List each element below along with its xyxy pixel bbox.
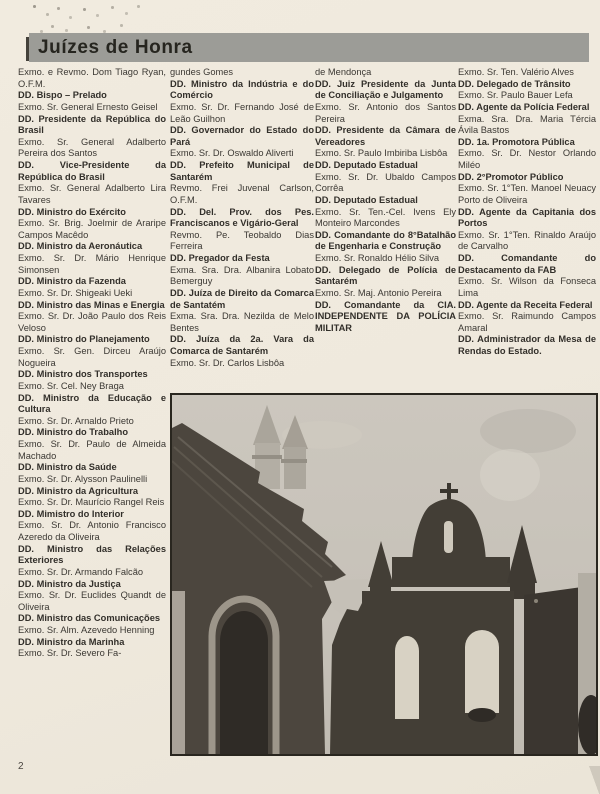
directory-column-4 bbox=[458, 67, 596, 358]
directory-entry: DD. Ministro da Justiça bbox=[18, 578, 121, 589]
directory-entry: Exmo. Sr. 1°Ten. Manoel Neuacy Porto de Oliveira bbox=[458, 183, 596, 205]
directory-entry: DD. Ministro do Planejamento bbox=[18, 334, 150, 345]
page-title: Juízes de Honra bbox=[38, 36, 193, 58]
directory-entry: Exmo. Sr. Dr. Arnaldo Prieto bbox=[18, 415, 134, 426]
directory-entry: DD. Pregador da Festa bbox=[170, 253, 270, 263]
directory-entry: DD. Ministro da Agricultura bbox=[18, 485, 139, 496]
directory-entry: Exmo. Sr. Dr. Armando Falcão bbox=[18, 566, 144, 577]
directory-entry: DD. Ministro do Trabalho bbox=[18, 427, 129, 438]
section-title-bar bbox=[29, 33, 589, 62]
directory-entry: DD. Administrador da Mesa de Rendas do Estado. bbox=[458, 334, 596, 356]
directory-column-2 bbox=[170, 67, 314, 369]
directory-entry: Exmo. Sr. Dr. Oswaldo Aliverti bbox=[170, 148, 294, 159]
arched-window-left bbox=[395, 636, 419, 719]
directory-entry: DD. 2°Promotor Público bbox=[458, 171, 564, 182]
directory-entry: Exmo. Sr. Antonio dos Santos Pereira bbox=[315, 101, 456, 124]
directory-entry: DD. Juiz Presidente da Junta de Conciliação e Julgamento bbox=[315, 78, 456, 101]
directory-entry: gundes Gomes bbox=[170, 67, 234, 77]
directory-entry: Exmo. Sr. Dr. Alysson Paulinelli bbox=[18, 473, 148, 484]
directory-entry: Exmo. Sr. Ten.-Cel. Ivens Ely Monteiro Marcondes bbox=[315, 206, 456, 229]
church-silhouette-illustration bbox=[172, 395, 596, 754]
directory-entry: Exmo. Sr. Dr. João Paulo dos Reis Veloso bbox=[18, 311, 166, 333]
directory-entry: DD. Ministro dos Transportes bbox=[18, 369, 148, 380]
directory-entry: Exmo. Sr. Ten. Valério Alves bbox=[458, 67, 574, 77]
directory-entry: Exmo. Sr. Dr. Shigeaki Ueki bbox=[18, 287, 133, 298]
directory-entry: Exmo. Sr. Dr. Ubaldo Campos Corrêa bbox=[315, 171, 456, 194]
directory-entry: DD. Juíza da 2a. Vara da Comarca de Santarém bbox=[170, 334, 314, 356]
directory-entry: DD. Comandante do Destacamento da FAB bbox=[458, 253, 596, 275]
directory-entry: Exmo. Sr. Dr. Mário Henrique Simonsen bbox=[18, 253, 166, 275]
directory-entry: Exma. Sra. Dra. Nezilda de Melo Bentes bbox=[170, 311, 314, 333]
directory-entry: Exmo. Sr. Raimundo Campos Amaral bbox=[458, 311, 596, 333]
arched-window-right bbox=[465, 630, 499, 713]
page-number: 2 bbox=[18, 761, 24, 772]
directory-entry: de Mendonça bbox=[315, 67, 372, 77]
directory-entry: Exma. Sra. Dra. Maria Tércia Ávila Bastos bbox=[458, 113, 596, 136]
directory-entry: DD. Agente da Polícia Federal bbox=[458, 101, 590, 112]
directory-entry: DD. 1a. Promotora Pública bbox=[458, 136, 575, 147]
directory-entry: DD. Comandante do 8°Batalhão de Engenharia e Construção bbox=[315, 229, 456, 252]
directory-entry: DD. Agente da Receita Federal bbox=[458, 299, 593, 310]
directory-entry: DD. Delegado de Trânsito bbox=[458, 78, 571, 89]
directory-entry: DD. Del. Prov. dos Pes. Franciscanos e Vigário-Geral bbox=[170, 206, 314, 229]
directory-entry: Exmo. Sr. Dr. Antonio Francisco Azeredo da Oliveira bbox=[18, 520, 166, 542]
directory-entry: Exmo. e Revmo. Dom Tiago Ryan, O.F.M. bbox=[18, 67, 166, 89]
cloud-dark bbox=[480, 409, 576, 453]
directory-entry: Exmo. Sr. Paulo Imbiriba Lisbôa bbox=[315, 148, 448, 159]
right-tower bbox=[524, 573, 596, 754]
directory-entry: DD. Ministro das Comunicações bbox=[18, 613, 161, 624]
directory-column-3 bbox=[315, 67, 456, 334]
directory-entry: DD. Ministro da Saúde bbox=[18, 462, 117, 473]
directory-entry: Exmo. Sr. Dr. Paulo de Almeida Machado bbox=[18, 439, 166, 461]
directory-entry: Revmo. Frei Juvenal Carlson, O.F.M. bbox=[170, 183, 314, 205]
directory-entry: Exmo. Sr. Cel. Ney Braga bbox=[18, 380, 124, 391]
page-corner-artifact bbox=[586, 766, 600, 794]
directory-entry: DD. Ministro da Fazenda bbox=[18, 276, 126, 287]
directory-entry: Exmo. Sr. Ronaldo Hélio Silva bbox=[315, 253, 440, 263]
directory-entry: DD. Ministro da Educação e Cultura bbox=[18, 392, 166, 415]
directory-entry: DD. Delegado de Polícia de Santarém bbox=[315, 264, 456, 287]
directory-entry: DD. Vice-Presidente da República do Brasil bbox=[18, 160, 166, 182]
directory-entry: Exmo. Sr. Paulo Bauer Lefa bbox=[458, 90, 573, 101]
directory-entry: Exma. Sra. Dra. Albanira Lobato Bemerguy bbox=[170, 264, 314, 287]
directory-entry: Exmo. Sr. Dr. Maurício Rangel Reis bbox=[18, 497, 165, 508]
directory-entry: Exmo. Sr. Brig. Joelmir de Araripe Campos Macêdo bbox=[18, 218, 166, 240]
directory-entry: DD. Bispo – Prelado bbox=[18, 90, 107, 101]
directory-entry: DD. Ministro da Indústria e do Comércio bbox=[170, 78, 314, 101]
directory-entry: Exmo. Sr. 1°Ten. Rinaldo Araújo de Carvalho bbox=[458, 229, 596, 252]
directory-entry: DD. Ministro das Minas e Energia bbox=[18, 299, 165, 310]
directory-entry: Exmo. Sr. Wilson da Fonseca Lima bbox=[458, 276, 596, 298]
directory-entry: Exmo. Sr. Gen. Dirceu Araújo Nogueira bbox=[18, 346, 166, 368]
directory-entry: DD. Ministro da Aeronáutica bbox=[18, 241, 143, 252]
directory-entry: Exmo. Sr. Dr. Carlos Lisbôa bbox=[170, 357, 285, 368]
directory-entry: DD. Ministro do Exército bbox=[18, 206, 126, 217]
directory-entry: DD. Juíza de Direito da Comarca de Santatém bbox=[170, 287, 314, 310]
directory-entry: DD. Prefeito Municipal de Santarém bbox=[170, 160, 314, 182]
directory-entry: Exmo. Sr. Maj. Antonio Pereira bbox=[315, 287, 442, 298]
directory-entry: DD. Presidente da República do Brasil bbox=[18, 113, 166, 136]
directory-entry: DD. Deputado Estadual bbox=[315, 194, 418, 205]
directory-entry: Exmo. Sr. Dr. Fernando José de Leão Guilhon bbox=[170, 101, 314, 124]
directory-entry: DD. Deputado Estadual bbox=[315, 160, 418, 170]
directory-entry: DD. Presidente da Câmara de Vereadores bbox=[315, 125, 456, 147]
directory-column-1 bbox=[18, 67, 166, 660]
ink-speckles bbox=[0, 0, 1, 1]
directory-entry: Exmo. Sr. Dr. Nestor Orlando Miléo bbox=[458, 148, 596, 170]
directory-entry: DD. Comandante da CIA. INDEPENDENTE DA POLÍCIA MILITAR bbox=[315, 299, 456, 333]
directory-entry: Exmo. Sr. General Adalberto Pereira dos Santos bbox=[18, 136, 166, 159]
directory-entry: DD. Ministro da Marinha bbox=[18, 636, 125, 647]
church-photo bbox=[170, 393, 598, 756]
directory-entry: DD. Governador do Estado do Pará bbox=[170, 125, 314, 147]
directory-entry: Exmo. Sr. Dr. Euclides Quandt de Oliveira bbox=[18, 590, 166, 612]
directory-entry: Exmo. Sr. General Adalberto Lira Tavares bbox=[18, 183, 166, 205]
directory-entry: DD. Ministro das Relações Exteriores bbox=[18, 543, 166, 566]
directory-entry: DD. Mimistro do Interior bbox=[18, 508, 124, 519]
directory-entry: Exmo. Sr. Alm. Azevedo Henning bbox=[18, 625, 155, 635]
directory-entry: DD. Agente da Capitania dos Portos bbox=[458, 206, 596, 229]
directory-entry: Exmo. Sr. General Ernesto Geisel bbox=[18, 101, 158, 112]
directory-entry: Exmo. Sr. Dr. Severo Fa- bbox=[18, 648, 122, 659]
directory-entry: Revmo. Pe. Teobaldo Dias Ferreira bbox=[170, 229, 314, 252]
cloud-light bbox=[480, 449, 540, 501]
